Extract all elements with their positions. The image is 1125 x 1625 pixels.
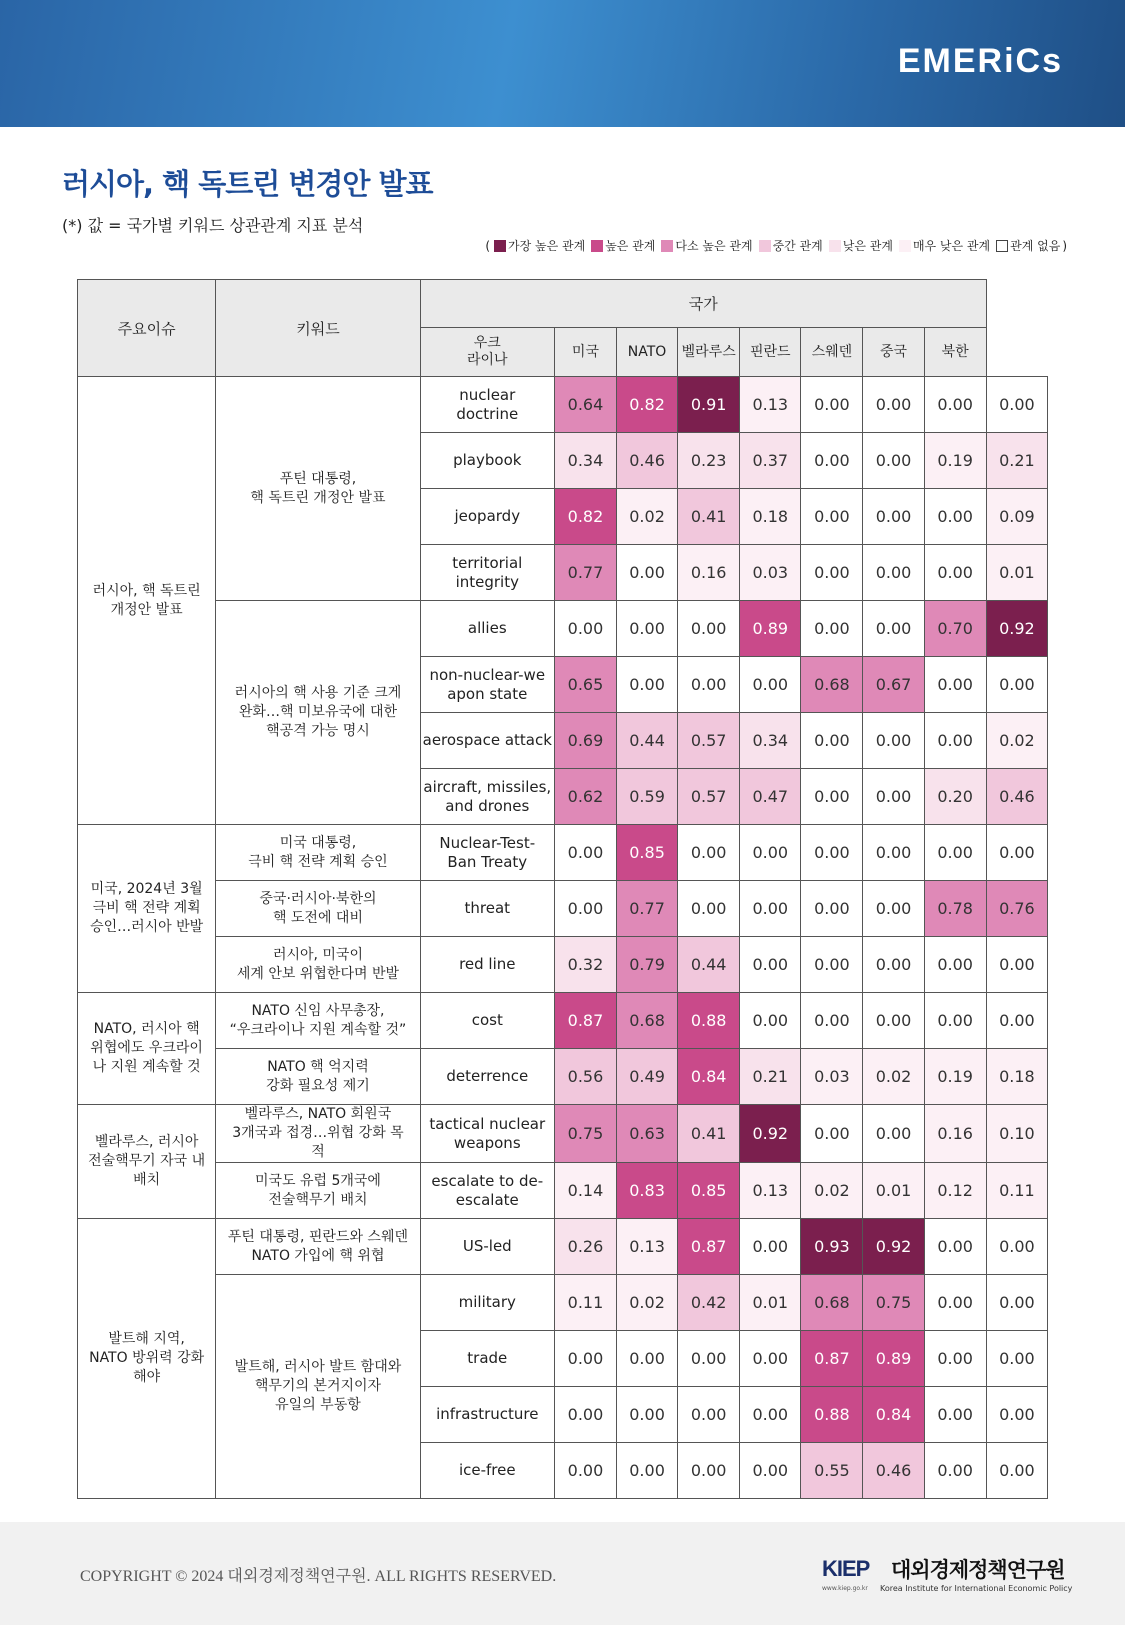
table-row bbox=[78, 1105, 1048, 1163]
keyword-cell: infrastructure bbox=[420, 1387, 554, 1443]
value-cell: 0.00 bbox=[801, 769, 863, 825]
value-cell: 0.92 bbox=[863, 1219, 924, 1275]
keyword-cell: tactical nuclear weapons bbox=[420, 1105, 554, 1163]
value-cell: 0.42 bbox=[678, 1275, 740, 1331]
value-cell: 0.00 bbox=[801, 489, 863, 545]
value-cell: 0.00 bbox=[678, 1387, 740, 1443]
value-cell: 0.00 bbox=[986, 1219, 1047, 1275]
value-cell: 0.68 bbox=[801, 657, 863, 713]
value-cell: 0.00 bbox=[863, 489, 924, 545]
value-cell: 0.79 bbox=[617, 937, 678, 993]
value-cell: 0.00 bbox=[924, 1275, 986, 1331]
legend-label: 매우 낮은 관계 bbox=[912, 239, 991, 253]
value-cell: 0.02 bbox=[617, 489, 678, 545]
table-row bbox=[78, 1163, 1048, 1219]
value-cell: 0.00 bbox=[740, 657, 801, 713]
value-cell: 0.00 bbox=[740, 1219, 801, 1275]
value-cell: 0.00 bbox=[617, 601, 678, 657]
legend-swatch bbox=[829, 240, 841, 252]
legend-label: 가장 높은 관계 bbox=[508, 239, 586, 253]
value-cell: 0.18 bbox=[740, 489, 801, 545]
value-cell: 0.13 bbox=[617, 1219, 678, 1275]
value-cell: 0.01 bbox=[863, 1163, 924, 1219]
value-cell: 0.00 bbox=[617, 1443, 678, 1499]
value-cell: 0.09 bbox=[986, 489, 1047, 545]
value-cell: 0.00 bbox=[801, 545, 863, 601]
sub-issue-cell: 러시아, 미국이 세계 안보 위협한다며 반발 bbox=[216, 937, 420, 993]
value-cell: 0.00 bbox=[924, 489, 986, 545]
value-cell: 0.11 bbox=[986, 1163, 1047, 1219]
value-cell: 0.84 bbox=[863, 1387, 924, 1443]
value-cell: 0.00 bbox=[801, 937, 863, 993]
country-header: 미국 bbox=[554, 328, 616, 377]
value-cell: 0.00 bbox=[740, 993, 801, 1049]
value-cell: 0.00 bbox=[986, 825, 1047, 881]
header-issue: 주요이슈 bbox=[78, 280, 216, 377]
legend-swatch bbox=[996, 240, 1008, 252]
value-cell: 0.00 bbox=[863, 433, 924, 489]
value-cell: 0.47 bbox=[740, 769, 801, 825]
value-cell: 0.00 bbox=[986, 1443, 1047, 1499]
value-cell: 0.55 bbox=[801, 1443, 863, 1499]
page-title: 러시아, 핵 독트린 변경안 발표 bbox=[62, 167, 433, 201]
keyword-cell: non-nuclear-we apon state bbox=[420, 657, 554, 713]
value-cell: 0.00 bbox=[863, 937, 924, 993]
value-cell: 0.00 bbox=[678, 657, 740, 713]
value-cell: 0.57 bbox=[678, 713, 740, 769]
value-cell: 0.34 bbox=[554, 433, 616, 489]
value-cell: 0.00 bbox=[554, 1387, 616, 1443]
value-cell: 0.00 bbox=[554, 825, 616, 881]
value-cell: 0.00 bbox=[801, 433, 863, 489]
value-cell: 0.03 bbox=[740, 545, 801, 601]
value-cell: 0.46 bbox=[986, 769, 1047, 825]
table-row bbox=[78, 993, 1048, 1049]
value-cell: 0.62 bbox=[554, 769, 616, 825]
value-cell: 0.00 bbox=[863, 769, 924, 825]
value-cell: 0.23 bbox=[678, 433, 740, 489]
keyword-cell: cost bbox=[420, 993, 554, 1049]
value-cell: 0.21 bbox=[740, 1049, 801, 1105]
value-cell: 0.67 bbox=[863, 657, 924, 713]
value-cell: 0.02 bbox=[863, 1049, 924, 1105]
value-cell: 0.68 bbox=[801, 1275, 863, 1331]
value-cell: 0.92 bbox=[740, 1105, 801, 1163]
value-cell: 0.85 bbox=[678, 1163, 740, 1219]
value-cell: 0.00 bbox=[986, 937, 1047, 993]
value-cell: 0.26 bbox=[554, 1219, 616, 1275]
value-cell: 0.00 bbox=[924, 993, 986, 1049]
kiep-english-name: Korea Institute for International Economic Policy bbox=[880, 1584, 1073, 1593]
value-cell: 0.00 bbox=[924, 657, 986, 713]
value-cell: 0.02 bbox=[801, 1163, 863, 1219]
table-row bbox=[78, 825, 1048, 881]
value-cell: 0.00 bbox=[678, 1443, 740, 1499]
value-cell: 0.00 bbox=[617, 1331, 678, 1387]
value-cell: 0.11 bbox=[554, 1275, 616, 1331]
value-cell: 0.00 bbox=[801, 993, 863, 1049]
value-cell: 0.00 bbox=[554, 1331, 616, 1387]
legend-swatch bbox=[899, 240, 911, 252]
emerics-logo[interactable]: EMERiCs bbox=[897, 42, 1063, 80]
legend-swatch bbox=[759, 240, 771, 252]
country-header: NATO bbox=[617, 328, 678, 377]
page-subtitle: (*) 값 = 국가별 키워드 상관관계 지표 분석 bbox=[62, 216, 364, 235]
value-cell: 0.00 bbox=[924, 713, 986, 769]
value-cell: 0.01 bbox=[986, 545, 1047, 601]
kiep-org-name: 대외경제정책연구원 bbox=[891, 1558, 1065, 1582]
keyword-cell: nuclear doctrine bbox=[420, 377, 554, 433]
value-cell: 0.00 bbox=[924, 1219, 986, 1275]
header-band bbox=[0, 0, 1125, 127]
value-cell: 0.00 bbox=[801, 601, 863, 657]
keyword-cell: allies bbox=[420, 601, 554, 657]
value-cell: 0.00 bbox=[554, 601, 616, 657]
value-cell: 0.46 bbox=[863, 1443, 924, 1499]
value-cell: 0.69 bbox=[554, 713, 616, 769]
value-cell: 0.01 bbox=[740, 1275, 801, 1331]
value-cell: 0.00 bbox=[986, 1331, 1047, 1387]
value-cell: 0.88 bbox=[678, 993, 740, 1049]
value-cell: 0.00 bbox=[801, 1105, 863, 1163]
legend-label: 중간 관계 bbox=[772, 239, 823, 253]
table-row bbox=[78, 881, 1048, 937]
value-cell: 0.00 bbox=[678, 1331, 740, 1387]
value-cell: 0.87 bbox=[554, 993, 616, 1049]
value-cell: 0.16 bbox=[678, 545, 740, 601]
value-cell: 0.02 bbox=[986, 713, 1047, 769]
legend-swatch bbox=[591, 240, 603, 252]
value-cell: 0.41 bbox=[678, 1105, 740, 1163]
value-cell: 0.88 bbox=[801, 1387, 863, 1443]
value-cell: 0.00 bbox=[986, 1387, 1047, 1443]
value-cell: 0.14 bbox=[554, 1163, 616, 1219]
value-cell: 0.78 bbox=[924, 881, 986, 937]
keyword-cell: aerospace attack bbox=[420, 713, 554, 769]
table-row bbox=[78, 377, 1048, 433]
value-cell: 0.57 bbox=[678, 769, 740, 825]
value-cell: 0.00 bbox=[986, 1275, 1047, 1331]
sub-issue-cell: 푸틴 대통령, 핀란드와 스웨덴 NATO 가입에 핵 위협 bbox=[216, 1219, 420, 1275]
main-issue-cell: 미국, 2024년 3월 극비 핵 전략 계획 승인…러시아 반발 bbox=[78, 825, 216, 993]
legend-label: 관계 없음 bbox=[1010, 239, 1061, 253]
value-cell: 0.00 bbox=[740, 1443, 801, 1499]
value-cell: 0.46 bbox=[617, 433, 678, 489]
value-cell: 0.20 bbox=[924, 769, 986, 825]
value-cell: 0.00 bbox=[924, 937, 986, 993]
value-cell: 0.82 bbox=[554, 489, 616, 545]
value-cell: 0.83 bbox=[617, 1163, 678, 1219]
country-header: 북한 bbox=[924, 328, 986, 377]
value-cell: 0.00 bbox=[740, 881, 801, 937]
value-cell: 0.00 bbox=[924, 377, 986, 433]
header-keyword: 키워드 bbox=[216, 280, 420, 377]
correlation-table bbox=[77, 279, 1048, 1499]
copyright-text: COPYRIGHT © 2024 대외경제정책연구원. ALL RIGHTS RESERVED. bbox=[80, 1568, 557, 1585]
value-cell: 0.00 bbox=[801, 881, 863, 937]
value-cell: 0.00 bbox=[924, 1443, 986, 1499]
value-cell: 0.19 bbox=[924, 433, 986, 489]
sub-issue-cell: NATO 핵 억지력 강화 필요성 제기 bbox=[216, 1049, 420, 1105]
value-cell: 0.02 bbox=[617, 1275, 678, 1331]
value-cell: 0.37 bbox=[740, 433, 801, 489]
legend-label: 다소 높은 관계 bbox=[675, 239, 753, 253]
value-cell: 0.00 bbox=[801, 713, 863, 769]
value-cell: 0.10 bbox=[986, 1105, 1047, 1163]
value-cell: 0.00 bbox=[617, 657, 678, 713]
value-cell: 0.16 bbox=[924, 1105, 986, 1163]
value-cell: 0.00 bbox=[863, 713, 924, 769]
value-cell: 0.77 bbox=[617, 881, 678, 937]
legend-label: 낮은 관계 bbox=[842, 239, 893, 253]
country-header: 핀란드 bbox=[740, 328, 801, 377]
value-cell: 0.89 bbox=[740, 601, 801, 657]
legend-label: 높은 관계 bbox=[605, 239, 656, 253]
keyword-cell: US-led bbox=[420, 1219, 554, 1275]
legend-swatch bbox=[494, 240, 506, 252]
value-cell: 0.00 bbox=[863, 601, 924, 657]
keyword-cell: playbook bbox=[420, 433, 554, 489]
value-cell: 0.00 bbox=[617, 1387, 678, 1443]
legend bbox=[485, 237, 1067, 254]
value-cell: 0.00 bbox=[924, 545, 986, 601]
value-cell: 0.92 bbox=[986, 601, 1047, 657]
value-cell: 0.13 bbox=[740, 1163, 801, 1219]
value-cell: 0.84 bbox=[678, 1049, 740, 1105]
value-cell: 0.76 bbox=[986, 881, 1047, 937]
value-cell: 0.18 bbox=[986, 1049, 1047, 1105]
value-cell: 0.00 bbox=[986, 657, 1047, 713]
value-cell: 0.64 bbox=[554, 377, 616, 433]
table-row bbox=[78, 1049, 1048, 1105]
value-cell: 0.68 bbox=[617, 993, 678, 1049]
value-cell: 0.49 bbox=[617, 1049, 678, 1105]
value-cell: 0.65 bbox=[554, 657, 616, 713]
sub-issue-cell: 푸틴 대통령, 핵 독트린 개정안 발표 bbox=[216, 377, 420, 601]
value-cell: 0.00 bbox=[678, 881, 740, 937]
value-cell: 0.00 bbox=[986, 377, 1047, 433]
sub-issue-cell: 미국 대통령, 극비 핵 전략 계획 승인 bbox=[216, 825, 420, 881]
value-cell: 0.00 bbox=[924, 825, 986, 881]
kiep-logo-mark[interactable]: KIEP bbox=[822, 1556, 870, 1581]
keyword-cell: military bbox=[420, 1275, 554, 1331]
table-row bbox=[78, 1275, 1048, 1331]
main-issue-cell: 러시아, 핵 독트린 개정안 발표 bbox=[78, 377, 216, 825]
country-header: 스웨덴 bbox=[801, 328, 863, 377]
value-cell: 0.00 bbox=[740, 1331, 801, 1387]
sub-issue-cell: 미국도 유럽 5개국에 전술핵무기 배치 bbox=[216, 1163, 420, 1219]
value-cell: 0.00 bbox=[863, 1105, 924, 1163]
value-cell: 0.00 bbox=[740, 937, 801, 993]
keyword-cell: ice-free bbox=[420, 1443, 554, 1499]
value-cell: 0.32 bbox=[554, 937, 616, 993]
legend-close-paren: ) bbox=[1062, 238, 1067, 253]
value-cell: 0.00 bbox=[863, 377, 924, 433]
value-cell: 0.00 bbox=[678, 601, 740, 657]
keyword-cell: territorial integrity bbox=[420, 545, 554, 601]
value-cell: 0.77 bbox=[554, 545, 616, 601]
table-row bbox=[78, 937, 1048, 993]
value-cell: 0.03 bbox=[801, 1049, 863, 1105]
sub-issue-cell: NATO 신임 사무총장, “우크라이나 지원 계속할 것” bbox=[216, 993, 420, 1049]
value-cell: 0.70 bbox=[924, 601, 986, 657]
value-cell: 0.12 bbox=[924, 1163, 986, 1219]
value-cell: 0.85 bbox=[617, 825, 678, 881]
main-issue-cell: NATO, 러시아 핵 위협에도 우크라이 나 지원 계속할 것 bbox=[78, 993, 216, 1105]
value-cell: 0.00 bbox=[801, 377, 863, 433]
sub-issue-cell: 벨라루스, NATO 회원국 3개국과 접경…위협 강화 목 적 bbox=[216, 1105, 420, 1163]
value-cell: 0.00 bbox=[924, 1331, 986, 1387]
value-cell: 0.41 bbox=[678, 489, 740, 545]
country-header: 중국 bbox=[863, 328, 924, 377]
table-row bbox=[78, 1219, 1048, 1275]
value-cell: 0.00 bbox=[678, 825, 740, 881]
value-cell: 0.00 bbox=[554, 1443, 616, 1499]
kiep-url: www.kiep.go.kr bbox=[822, 1585, 868, 1592]
keyword-cell: threat bbox=[420, 881, 554, 937]
value-cell: 0.13 bbox=[740, 377, 801, 433]
keyword-cell: deterrence bbox=[420, 1049, 554, 1105]
value-cell: 0.87 bbox=[678, 1219, 740, 1275]
value-cell: 0.87 bbox=[801, 1331, 863, 1387]
value-cell: 0.93 bbox=[801, 1219, 863, 1275]
keyword-cell: Nuclear-Test- Ban Treaty bbox=[420, 825, 554, 881]
keyword-cell: jeopardy bbox=[420, 489, 554, 545]
value-cell: 0.63 bbox=[617, 1105, 678, 1163]
value-cell: 0.00 bbox=[863, 825, 924, 881]
value-cell: 0.00 bbox=[863, 545, 924, 601]
sub-issue-cell: 중국·러시아·북한의 핵 도전에 대비 bbox=[216, 881, 420, 937]
value-cell: 0.75 bbox=[863, 1275, 924, 1331]
keyword-cell: red line bbox=[420, 937, 554, 993]
value-cell: 0.82 bbox=[617, 377, 678, 433]
value-cell: 0.00 bbox=[740, 825, 801, 881]
legend-open-paren: ( bbox=[485, 238, 490, 253]
value-cell: 0.75 bbox=[554, 1105, 616, 1163]
table-row bbox=[78, 601, 1048, 657]
value-cell: 0.00 bbox=[740, 1387, 801, 1443]
value-cell: 0.34 bbox=[740, 713, 801, 769]
value-cell: 0.00 bbox=[617, 545, 678, 601]
value-cell: 0.21 bbox=[986, 433, 1047, 489]
value-cell: 0.00 bbox=[924, 1387, 986, 1443]
main-issue-cell: 발트해 지역, NATO 방위력 강화 해야 bbox=[78, 1219, 216, 1499]
value-cell: 0.00 bbox=[801, 825, 863, 881]
value-cell: 0.19 bbox=[924, 1049, 986, 1105]
keyword-cell: trade bbox=[420, 1331, 554, 1387]
legend-swatch bbox=[661, 240, 673, 252]
value-cell: 0.59 bbox=[617, 769, 678, 825]
header-country: 국가 bbox=[420, 280, 986, 328]
value-cell: 0.91 bbox=[678, 377, 740, 433]
country-header: 벨라루스 bbox=[678, 328, 740, 377]
value-cell: 0.44 bbox=[678, 937, 740, 993]
sub-issue-cell: 발트해, 러시아 발트 함대와 핵무기의 본거지이자 유일의 부동항 bbox=[216, 1275, 420, 1499]
value-cell: 0.44 bbox=[617, 713, 678, 769]
sub-issue-cell: 러시아의 핵 사용 기준 크게 완화…핵 미보유국에 대한 핵공격 가능 명시 bbox=[216, 601, 420, 825]
keyword-cell: aircraft, missiles, and drones bbox=[420, 769, 554, 825]
value-cell: 0.56 bbox=[554, 1049, 616, 1105]
value-cell: 0.00 bbox=[554, 881, 616, 937]
value-cell: 0.00 bbox=[986, 993, 1047, 1049]
main-issue-cell: 벨라루스, 러시아 전술핵무기 자국 내 배치 bbox=[78, 1105, 216, 1219]
country-header: 우크 라이나 bbox=[420, 328, 554, 377]
value-cell: 0.00 bbox=[863, 993, 924, 1049]
value-cell: 0.00 bbox=[863, 881, 924, 937]
keyword-cell: escalate to de- escalate bbox=[420, 1163, 554, 1219]
value-cell: 0.89 bbox=[863, 1331, 924, 1387]
